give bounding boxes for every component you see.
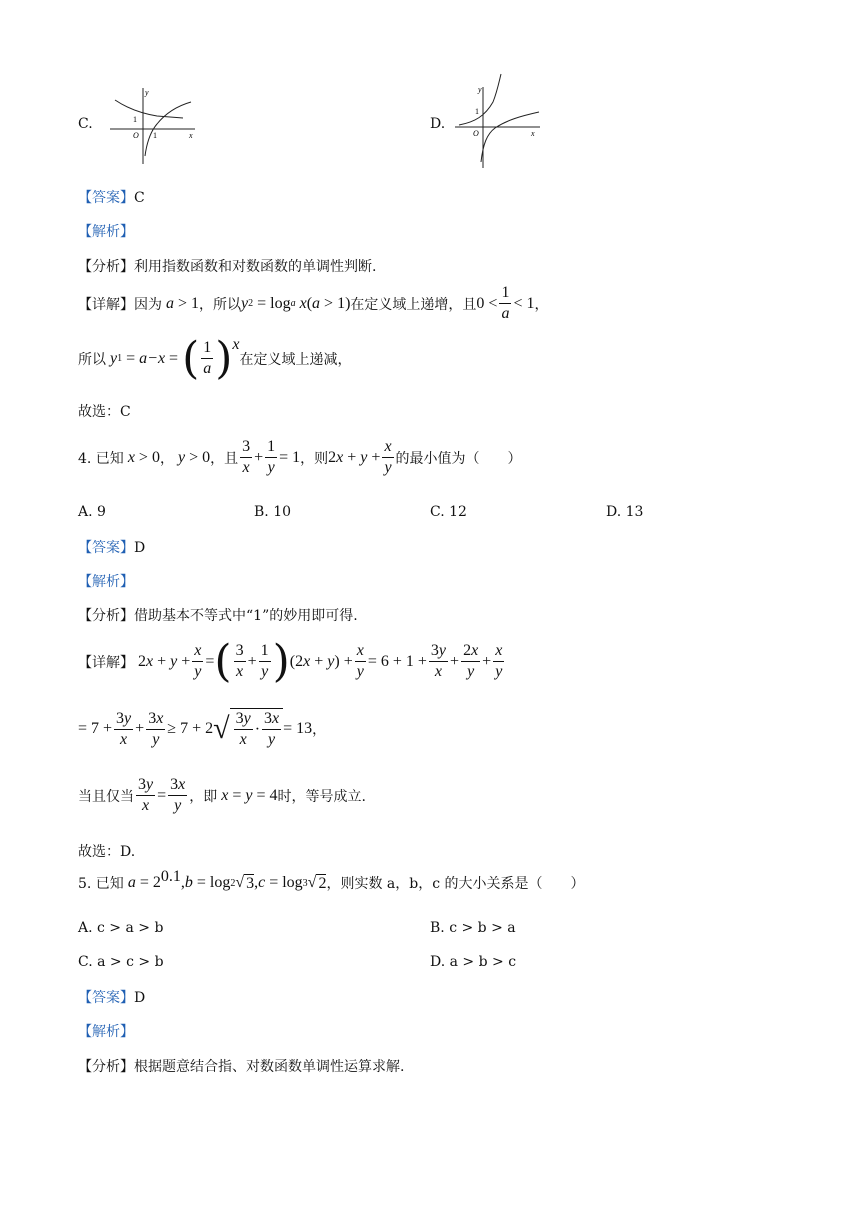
q3-detail-line1: 【详解】 因为 a > 1 ，所以 y 2 = log a x ( a > 1) 在定义域上递增，且 0 < $\frac{1}{a}$ < 1 ， [78,284,549,322]
q3-answer [78,187,145,207]
svg-text:1: 1 [153,131,157,140]
math-range: 0 < [476,294,498,312]
text-segment: ，即 [189,788,218,805]
svg-text:1: 1 [133,115,137,124]
option-c-label: C. [78,116,93,132]
q3-detail-line2: 所以 y 1 = a −x = ( $\frac{1}{a}$ ) $^x$ 在定义域上递减， [78,332,352,384]
answer-value: C [134,190,145,206]
svg-text:O: O [473,129,479,138]
q5-option-d: D. a > b > c [430,954,517,970]
q5-stem: 5. 已知 a = 2 $^{0.1}$ , b = log 2 √ 3 , c = log 3 √ 2 ，则实数 a，b，c 的大小关系是（ ） [78,868,585,892]
graph-c [105,86,200,166]
fenxi-tag: 【分析】 [78,1059,134,1075]
q4-fenxi [78,605,358,625]
svg-text:x: x [189,131,193,140]
text-segment: ， [159,450,174,467]
text-segment: 在定义域上递减， [239,351,352,368]
svg-text:y: y [145,88,149,97]
q3-fenxi [78,256,376,276]
q4-stem: 4. 已知 x > 0 ， y > 0 ，且 $\frac{3}{x}$ + $\frac{1}{y}$ = 1 ，则 2 x + y + $\frac{x}{y}$ 的最小值为（ ） [78,438,522,476]
fenxi-text: 利用指数函数和对数函数的单调性判断. [134,259,377,275]
q4-condition: 当且仅当 $\frac{3y}{x}$ = $\frac{3x}{y}$ ，即 x = y = 4 时，等号成立. [78,776,366,814]
q3-conclusion: 故选：C [78,404,131,420]
analysis-tag: 【解析】 [78,1024,134,1040]
text-segment: ，所以 [199,296,242,313]
text-segment: 的最小值为（ ） [395,450,522,467]
text-segment: ，则 [300,450,329,467]
answer-tag: 【答案】 [78,540,134,556]
q4-answer [78,537,145,557]
text-segment: ，则实数 a，b，c 的大小关系是（ ） [326,876,585,892]
q4-option-c: C. 12 [430,504,467,520]
text-segment: 时，等号成立. [277,788,366,805]
q4-option-d: D. 13 [606,504,644,520]
q5-fenxi [78,1056,404,1076]
graph-d [455,72,545,170]
text-segment: 所以 [78,351,106,368]
svg-text:O: O [133,131,139,140]
xiangjie-tag: 【详解】 [78,296,134,313]
q4-conclusion: 故选：D. [78,844,136,860]
fenxi-tag: 【分析】 [78,608,134,624]
fenxi-text: 根据题意结合指、对数函数单调性运算求解. [134,1059,405,1075]
text-segment: 5. 已知 [78,876,124,892]
analysis-tag: 【解析】 [78,224,134,240]
text-segment: ， [534,296,549,313]
q5-option-a: A. c > a > b [78,920,164,936]
svg-text:x: x [531,129,535,138]
q4-detail-eq2: = 7 + $\frac{3y}{x}$ + $\frac{3x}{y}$ ≥ 7 + 2 √ $\frac{3y}{x}$ · $\frac{3x}{y}$ = 13 ， [78,709,327,748]
xiangjie-tag: 【详解】 [78,654,134,671]
text-segment: 当且仅当 [78,788,134,805]
answer-value: D [134,990,146,1006]
sqrt-symbol: √ $\frac{3y}{x}$ · $\frac{3x}{y}$ [213,708,283,750]
q5-option-b: B. c > b > a [430,920,516,936]
option-d-label: D. [430,116,446,132]
text-segment: 4. 已知 [78,450,124,467]
math-a-gt-1: a [162,294,174,312]
svg-text:1: 1 [475,107,479,116]
math-log-def: y [241,294,249,312]
q4-detail-eq1: 【详解】 2 x + y + $\frac{x}{y}$ = ( $\frac{3}{x}$ + $\frac{1}{y}$ ) (2 x + y ) + $\frac{x}{y}$ = 6 + 1 + $\frac{3y}{x}$ + $\frac{2x}{y}$ + $\frac{x}{y}$ [78,635,503,687]
svg-text:y: y [478,85,482,94]
q4-option-b: B. 10 [254,504,292,520]
text-segment: 在定义域上递增，且 [350,296,477,313]
text-segment: ， [312,722,327,738]
q5-option-c: C. a > c > b [78,954,164,970]
q4-option-a: A. 9 [78,504,106,520]
analysis-tag: 【解析】 [78,574,134,590]
answer-value: D [134,540,146,556]
answer-tag: 【答案】 [78,190,134,206]
text-segment: 因为 [134,296,162,313]
q5-answer [78,987,145,1007]
fenxi-text: 借助基本不等式中“1”的妙用即可得. [134,608,358,624]
fenxi-tag: 【分析】 [78,259,134,275]
answer-tag: 【答案】 [78,990,134,1006]
text-segment: ，且 [210,450,239,467]
